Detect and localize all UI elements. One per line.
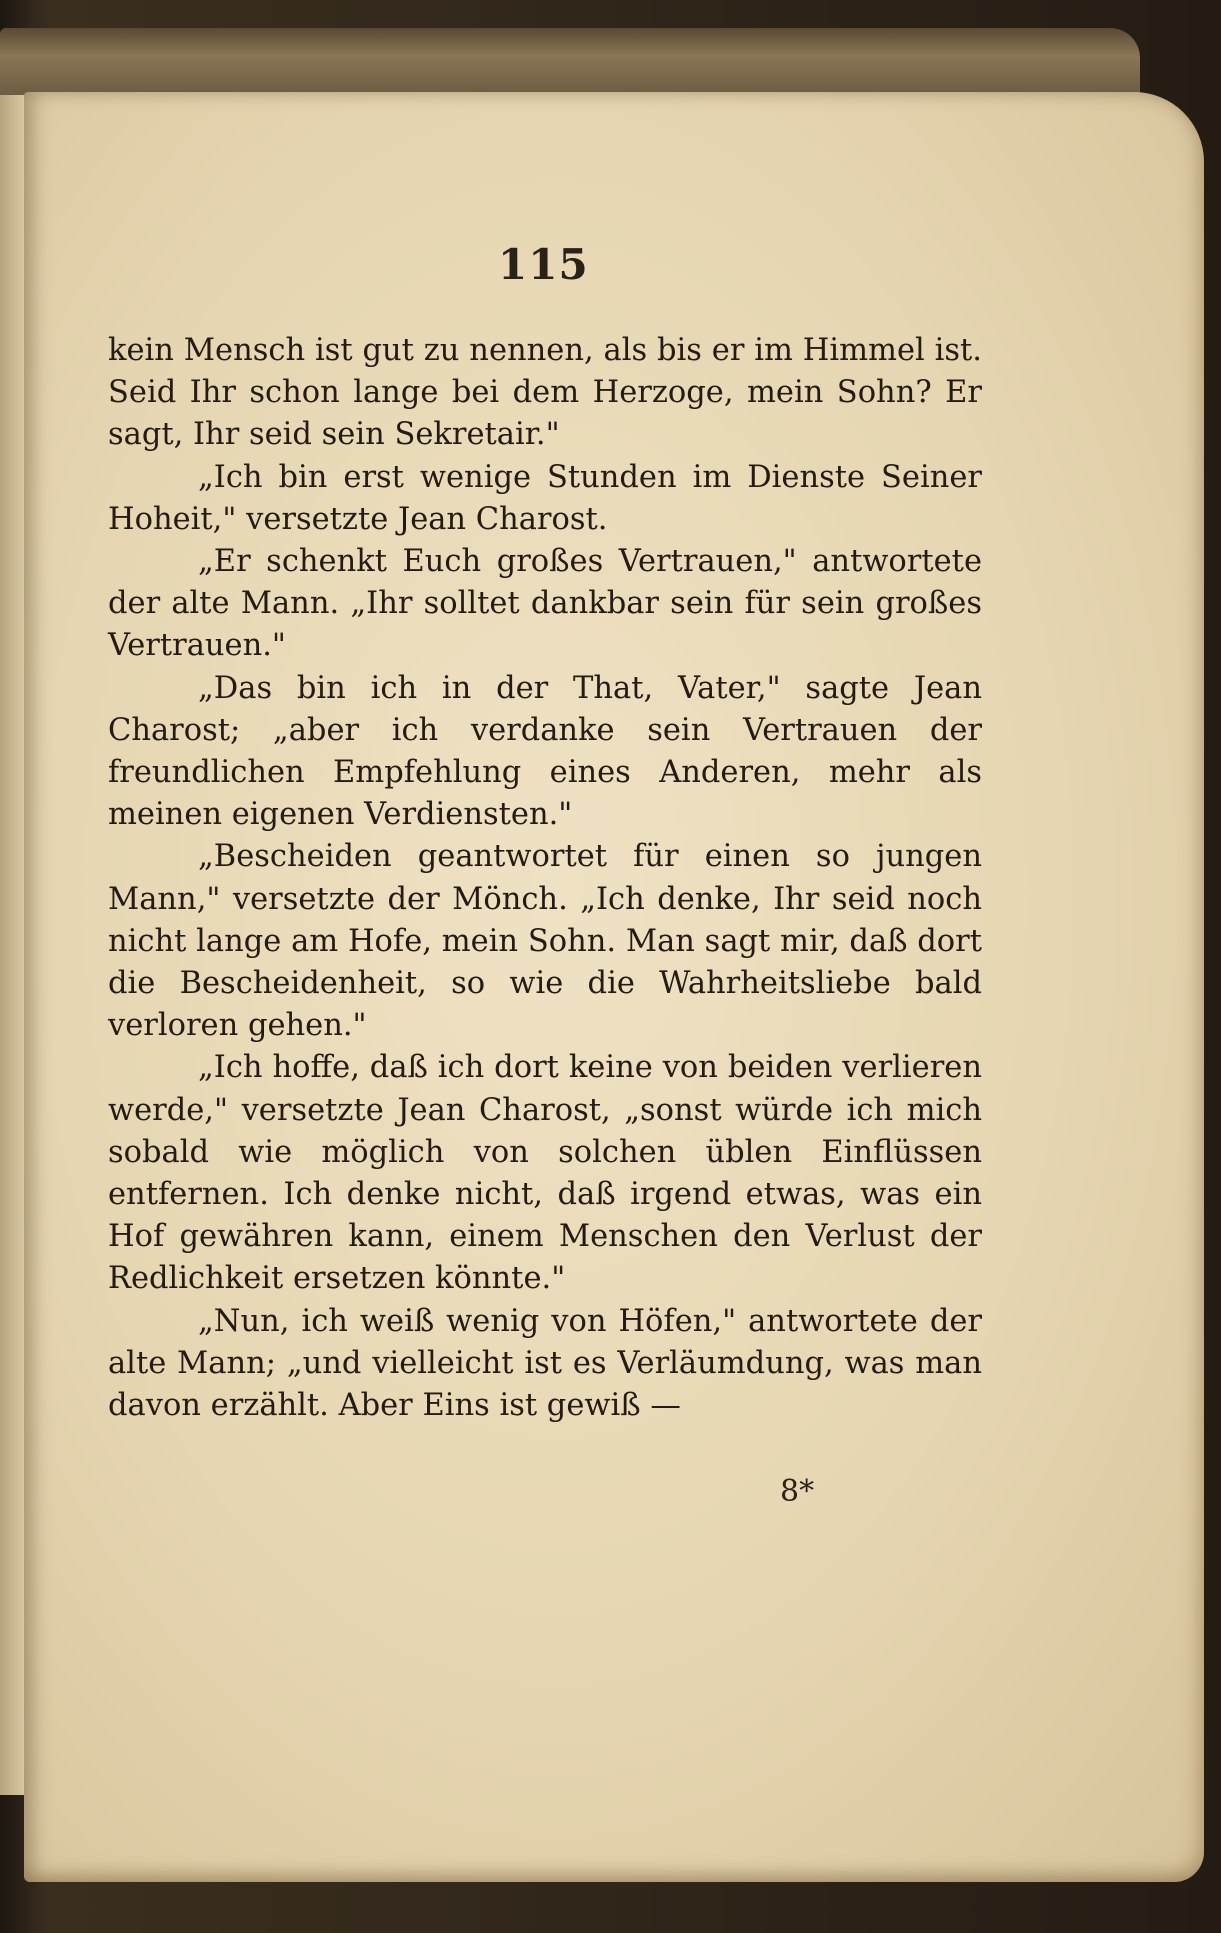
signature-mark: 8* [780,1474,815,1509]
body-text [108,330,982,1427]
paragraph: „Ich bin erst wenige Stunden im Dienste Seiner Hoheit," versetzte Jean Charost. [108,459,982,537]
paragraph: „Nun, ich weiß wenig von Höfen," antwortete der alte Mann; „und vielleicht ist es Verläumdung, was man davon erzählt. Aber Eins ist gewiß — [108,1303,982,1424]
paragraph: „Er schenkt Euch großes Vertrauen," antwortete der alte Mann. „Ihr solltet dankbar sein für sein großes Vertrauen." [108,544,982,664]
facing-page-edge [0,95,24,1795]
paragraph: „Bescheiden geantwortet für einen so jungen Mann," versetzte der Mönch. „Ich denke, Ihr seid noch nicht lange am Hofe, mein Sohn. Man sagt mir, daß dort die Bescheidenheit, so wie die Wahrheitsliebe bald verloren gehen." [108,839,982,1044]
page-number: 115 [498,240,589,289]
paragraph: kein Mensch ist gut zu nennen, als bis er im Himmel ist. Seid Ihr schon lange bei dem Herzoge, mein Sohn? Er sagt, Ihr seid sein Sekretair." [108,333,982,453]
paragraph: „Das bin ich in der That, Vater," sagte Jean Charost; „aber ich verdanke sein Vertrauen der freundlichen Empfehlung eines Anderen, mehr als meinen eigenen Verdiensten." [108,670,982,833]
book-top-edge [0,28,1140,98]
paragraph: „Ich hoffe, daß ich dort keine von beiden verlieren werde," versetzte Jean Charost, „sonst würde ich mich sobald wie möglich von solchen üblen Einflüssen entfernen. Ich denke nicht, daß irgend etwas, was ein Hof gewähren kann, einem Menschen den Verlust der Redlichkeit ersetzen könnte." [108,1050,982,1297]
